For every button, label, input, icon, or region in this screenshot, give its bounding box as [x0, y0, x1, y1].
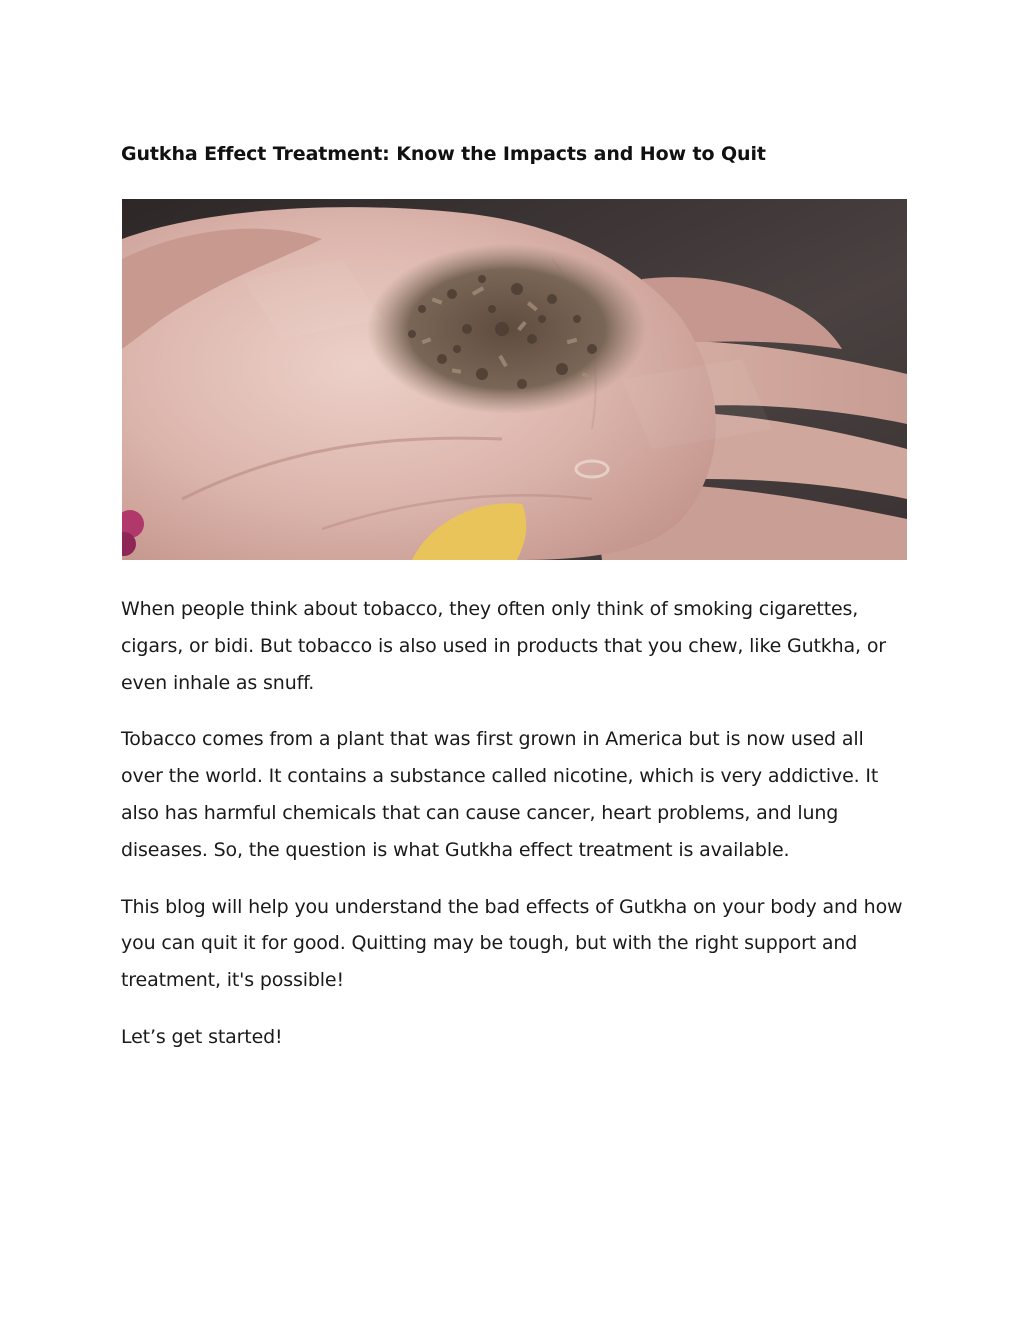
paragraph-4: Let’s get started! [121, 1025, 283, 1048]
hero-image [122, 199, 907, 560]
paragraph-2: Tobacco comes from a plant that was first grown in America but is now used all over the world. It contains a substance called nicotine, which is very addictive. It also has harmful chemicals that can cause cancer, heart problems, and lung diseases. So, the question is what Gutkha effect treatment is available. [121, 728, 879, 861]
article-body [121, 591, 907, 1076]
paragraph-3: This blog will help you understand the bad effects of Gutkha on your body and how you can quit it for good. Quitting may be tough, but with the right support and treatment, it's possible! [121, 895, 903, 992]
paragraph-1: When people think about tobacco, they often only think of smoking cigarettes, cigars, or bidi. But tobacco is also used in products that you chew, like Gutkha, or even inhale as snuff. [121, 598, 886, 694]
hand-holding-tobacco-photo-icon [122, 199, 907, 560]
page-title: Gutkha Effect Treatment: Know the Impacts and How to Quit [121, 143, 766, 165]
